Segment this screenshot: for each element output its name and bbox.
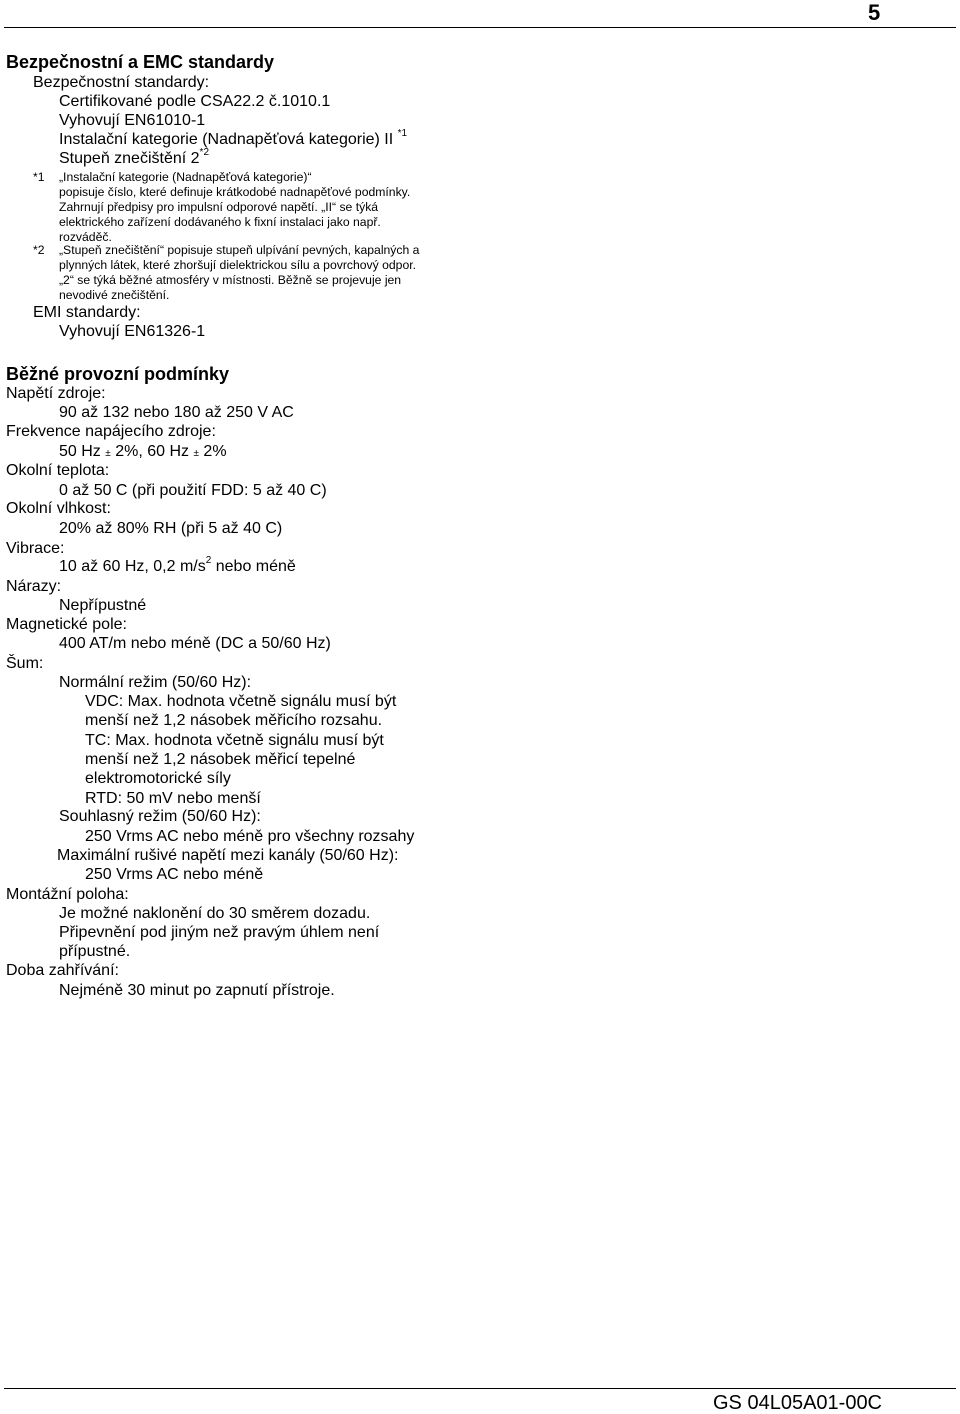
common-mode-label: Souhlasný režim (50/60 Hz): xyxy=(59,808,261,825)
operating-section-title: Běžné provozní podmínky xyxy=(6,364,230,384)
max-channel-noise-value: 250 Vrms AC nebo méně xyxy=(85,866,264,883)
footnote-1-line: „Instalační kategorie (Nadnapěťová kategorie)“ xyxy=(59,170,312,184)
footnote-1-mark: *1 xyxy=(33,170,45,184)
tc-line: TC: Max. hodnota včetně signálu musí být xyxy=(85,732,384,749)
mounting-line: Je možné naklonění do 30 směrem dozadu. xyxy=(59,905,371,922)
csa-certification: Certifikované podle CSA22.2 č.1010.1 xyxy=(59,93,331,110)
supply-voltage-label: Napětí zdroje: xyxy=(6,385,106,402)
footnote-1-line: Zahrnují předpisy pro impulsní odporové napětí. „II“ se týká xyxy=(59,200,379,214)
rtd-line: RTD: 50 mV nebo menší xyxy=(85,790,261,807)
vdc-line: VDC: Max. hodnota včetně signálu musí být xyxy=(85,693,397,710)
frequency-label: Frekvence napájecího zdroje: xyxy=(6,423,216,440)
magnetic-field-label: Magnetické pole: xyxy=(6,616,127,633)
emi-standards-value: Vyhovují EN61326-1 xyxy=(59,323,206,340)
supply-voltage-value: 90 až 132 nebo 180 až 250 V AC xyxy=(59,404,294,421)
magnetic-field-value: 400 AT/m nebo méně (DC a 50/60 Hz) xyxy=(59,635,331,652)
humidity-label: Okolní vlhkost: xyxy=(6,500,111,517)
vdc-line: menší než 1,2 násobek měřicího rozsahu. xyxy=(85,712,383,729)
footnote-1-line: popisuje číslo, které definuje krátkodobé nadnapěťové podmínky. xyxy=(59,185,411,199)
page-number: 5 xyxy=(868,0,881,25)
footnote-2-line: „Stupeň znečištění“ popisuje stupeň ulpívání pevných, kapalných a xyxy=(59,243,420,257)
shock-value: Nepřípustné xyxy=(59,597,147,614)
document-code: GS 04L05A01-00C xyxy=(713,1392,883,1414)
shock-label: Nárazy: xyxy=(6,578,62,595)
installation-category: Instalační kategorie (Nadnapěťová kategorie) II $^{*1}$ xyxy=(59,127,408,148)
footnote-ref-2: *2 xyxy=(199,146,209,158)
emi-standards-label: EMI standardy: xyxy=(33,304,141,321)
noise-label: Šum: xyxy=(6,655,44,672)
pollution-degree: Stupeň znečištění 2$^{*2}$ xyxy=(59,146,209,167)
normal-mode-label: Normální režim (50/60 Hz): xyxy=(59,674,252,691)
warmup-value: Nejméně 30 minut po zapnutí přístroje. xyxy=(59,982,335,999)
tc-line: menší než 1,2 násobek měřicí tepelné xyxy=(85,751,356,768)
mounting-label: Montážní poloha: xyxy=(6,886,129,903)
en61010-compliance: Vyhovují EN61010-1 xyxy=(59,112,206,129)
warmup-label: Doba zahřívání: xyxy=(6,962,119,979)
footer-rule xyxy=(4,1388,956,1389)
common-mode-value: 250 Vrms AC nebo méně pro všechny rozsahy xyxy=(85,828,415,845)
humidity-value: 20% až 80% RH (při 5 až 40 C) xyxy=(59,520,283,537)
footnote-2-line: nevodivé znečištění. xyxy=(59,288,170,302)
temperature-label: Okolní teplota: xyxy=(6,462,110,479)
safety-standards-label: Bezpečnostní standardy: xyxy=(33,74,210,91)
mounting-line: Připevnění pod jiným než pravým úhlem není xyxy=(59,924,380,941)
footnote-ref-1: *1 xyxy=(397,127,408,139)
footnote-2-line: plynných látek, které zhoršují dielektrickou sílu a povrchový odpor. xyxy=(59,258,417,272)
footnote-1-line: elektrického zařízení dodávaného k fixní instalaci jako např. xyxy=(59,215,381,229)
mounting-line: přípustné. xyxy=(59,943,131,960)
frequency-value: 50 Hz ± 2%, 60 Hz ± 2% xyxy=(59,443,227,460)
max-channel-noise-label: Maximální rušivé napětí mezi kanály (50/60 Hz): xyxy=(57,847,399,864)
safety-section-title: Bezpečnostní a EMC standardy xyxy=(6,52,275,72)
vibration-value: 10 až 60 Hz, 0,2 $m/s^2$ nebo méně xyxy=(59,554,296,575)
header-rule xyxy=(4,27,956,28)
footnote-1-line: rozváděč. xyxy=(59,230,112,244)
vibration-label: Vibrace: xyxy=(6,540,65,557)
temperature-value: 0 až 50 C (při použití FDD: 5 až 40 C) xyxy=(59,482,327,499)
tc-line: elektromotorické síly xyxy=(85,770,231,787)
footnote-2-mark: *2 xyxy=(33,243,45,257)
footnote-2-line: „2“ se týká běžné atmosféry v místnosti. Běžně se projevuje jen xyxy=(59,273,402,287)
